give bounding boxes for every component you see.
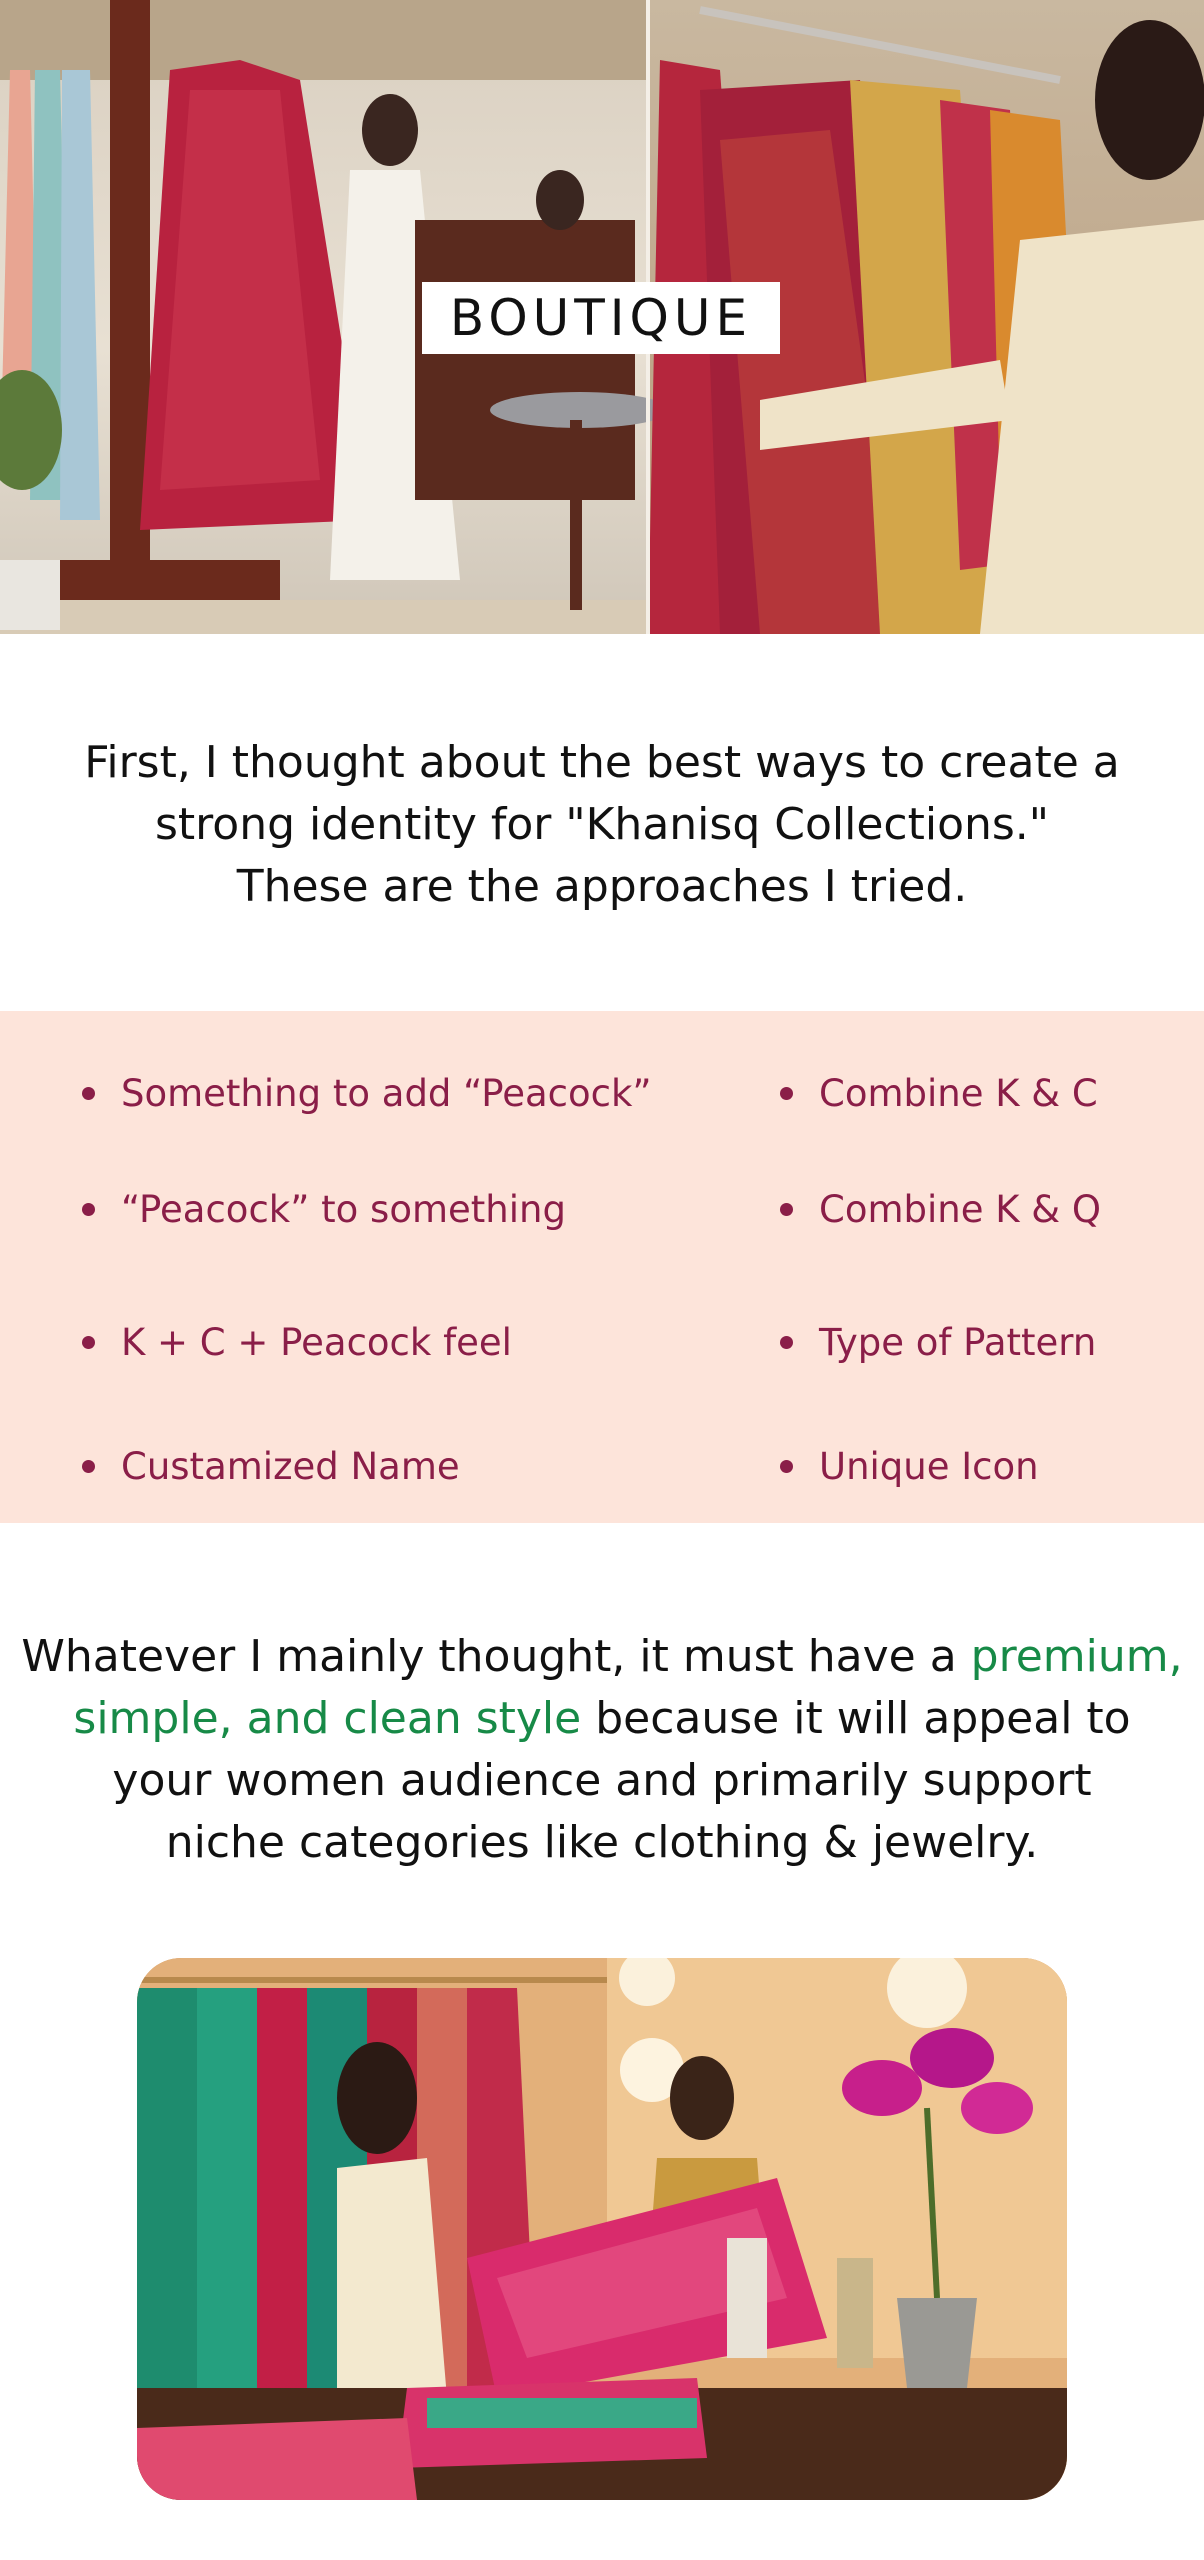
approach-item: [82, 1436, 460, 1496]
boutique-photo: [137, 1958, 1067, 2500]
approach-item: [82, 1312, 512, 1372]
approach-label: “Peacock” to something: [121, 1187, 566, 1231]
bullet-icon: [780, 1336, 793, 1349]
statement-part: because it will appeal to: [595, 1693, 1131, 1744]
bullet-icon: [780, 1460, 793, 1473]
statement-line: niche categories like clothing & jewelry.: [165, 1817, 1039, 1868]
approach-item: [82, 1063, 652, 1123]
approach-label: K + C + Peacock feel: [121, 1320, 512, 1364]
statement-part: Whatever I mainly thought, it must have a: [21, 1631, 957, 1682]
approach-label: Combine K & C: [819, 1071, 1098, 1115]
bullet-icon: [780, 1203, 793, 1216]
approach-item: [780, 1436, 1039, 1496]
intro-line: These are the approaches I tried.: [236, 861, 968, 912]
bullet-icon: [780, 1087, 793, 1100]
intro-text: [20, 732, 1184, 918]
bullet-icon: [82, 1203, 95, 1216]
intro-line: First, I thought about the best ways to create a: [84, 737, 1120, 788]
bullet-icon: [82, 1087, 95, 1100]
statement-line: [6, 1626, 1198, 1688]
statement-highlight: simple, and clean style: [73, 1693, 582, 1744]
approach-item: [780, 1179, 1101, 1239]
hero-banner: [0, 0, 1204, 634]
statement-line: your women audience and primarily support: [112, 1755, 1092, 1806]
approach-label: Combine K & Q: [819, 1187, 1102, 1231]
statement-text: [6, 1626, 1198, 1874]
bullet-icon: [82, 1460, 95, 1473]
approach-item: [82, 1179, 566, 1239]
approach-item: [780, 1312, 1096, 1372]
boutique-label: BOUTIQUE: [422, 282, 780, 354]
approach-label: Type of Pattern: [819, 1320, 1097, 1364]
intro-line: strong identity for "Khanisq Collections.": [154, 799, 1050, 850]
approaches-panel: [0, 1011, 1204, 1523]
bullet-icon: [82, 1336, 95, 1349]
approach-item: [780, 1063, 1098, 1123]
approach-label: Something to add “Peacock”: [121, 1071, 652, 1115]
statement-highlight: premium,: [970, 1631, 1183, 1682]
approach-label: Unique Icon: [819, 1444, 1039, 1488]
approach-label: Custamized Name: [121, 1444, 460, 1488]
statement-line: [6, 1688, 1198, 1750]
photo-illustration: [137, 1958, 1067, 2500]
